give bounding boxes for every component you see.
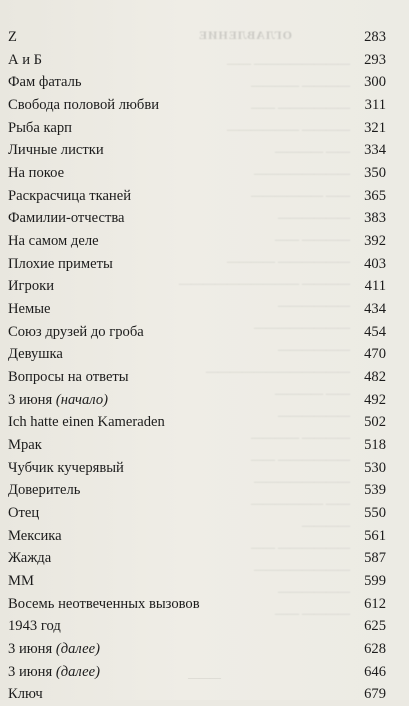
toc-entry-title: Игроки	[8, 278, 55, 295]
toc-entry-page: 679	[364, 686, 386, 703]
toc-row	[8, 434, 386, 457]
toc-row	[8, 94, 386, 117]
toc-row	[8, 502, 386, 525]
toc-row	[8, 479, 386, 502]
toc-entry-title: На самом деле	[8, 233, 99, 250]
toc-entry-page: 550	[364, 505, 386, 522]
toc-entry-page: 492	[364, 391, 386, 408]
toc-entry-page: 334	[364, 142, 386, 159]
toc-entry-title: Плохие приметы	[8, 255, 113, 272]
toc-entry-page: 646	[364, 663, 386, 680]
toc-entry-note: (далее)	[55, 663, 100, 680]
toc-entry-title: Z	[8, 29, 17, 45]
toc-row	[8, 117, 386, 140]
toc-entry-title: Вопросы на ответы	[8, 369, 129, 386]
toc-row	[8, 366, 386, 389]
toc-entry-title: 3 июня	[8, 663, 53, 680]
toc-entry-title: Доверитель	[8, 482, 81, 499]
toc-entry-title: Жажда	[8, 550, 52, 567]
toc-entry-title: Свобода половой любви	[8, 97, 160, 114]
toc-entry-title: Мрак	[8, 437, 42, 454]
toc-row	[8, 71, 386, 94]
toc-entry-title: Чубчик кучерявый	[8, 459, 124, 476]
toc-entry-title: Восемь неотвеченных вызовов	[8, 595, 200, 612]
show-through-folio: ———	[188, 672, 221, 684]
toc-entry-page: 470	[364, 346, 386, 363]
toc-row	[8, 275, 386, 298]
toc-entry-title: 3 июня	[8, 391, 53, 408]
toc-entry-title: 1943 год	[8, 618, 61, 635]
table-of-contents	[8, 26, 386, 706]
toc-entry-page: 403	[364, 255, 386, 272]
toc-row	[8, 162, 386, 185]
toc-entry-page: 293	[364, 51, 386, 68]
toc-entry-page: 365	[364, 187, 386, 204]
toc-entry-page: 502	[364, 414, 386, 431]
toc-row	[8, 411, 386, 434]
toc-entry-title: Фамилии-отчества	[8, 210, 125, 227]
toc-entry-title: Личные листки	[8, 142, 104, 159]
toc-entry-title: Раскрасчица тканей	[8, 187, 132, 204]
show-through-text: ОГЛАВЛЕНИЕ ———————— —— ———— ———— —————— —— ———— —————— —— ———— ———————— —— —————— —————— ———— —— —————— ———— ———— —————————— —————— ———————— —————— ———————————— —— ———— —————— ———— ———— —————— —— ———————— —— —————— ———— —————— —— ———————— —————— ———— ——	[179, 28, 350, 620]
toc-entry-page: 454	[364, 323, 386, 340]
toc-row	[8, 683, 386, 706]
toc-entry-title-group	[8, 389, 108, 412]
toc-entry-page: 612	[364, 595, 386, 612]
toc-row	[8, 525, 386, 548]
toc-row	[8, 49, 386, 72]
toc-row	[8, 253, 386, 276]
toc-entry-title: ММ	[8, 573, 34, 590]
toc-entry-note: (начало)	[55, 391, 109, 408]
toc-entry-page: 628	[364, 641, 386, 658]
toc-entry-page: 383	[364, 210, 386, 227]
toc-entry-title: Мексика	[8, 527, 62, 544]
toc-row	[8, 207, 386, 230]
toc-row	[8, 26, 386, 49]
toc-entry-title: Ich hatte einen Kameraden	[8, 414, 165, 431]
toc-entry-title: Ключ	[8, 686, 43, 703]
toc-entry-title: Рыба карп	[8, 119, 72, 136]
toc-row	[8, 593, 386, 616]
toc-row	[8, 230, 386, 253]
toc-entry-page: 530	[364, 459, 386, 476]
toc-row	[8, 570, 386, 593]
toc-entry-title: А и Б	[8, 51, 43, 68]
toc-row	[8, 615, 386, 638]
toc-entry-page: 599	[364, 573, 386, 590]
toc-entry-title: Союз друзей до гроба	[8, 323, 144, 340]
toc-entry-page: 350	[364, 165, 386, 182]
toc-entry-title: Немые	[8, 301, 51, 318]
toc-row	[8, 185, 386, 208]
toc-entry-title: 3 июня	[8, 641, 53, 658]
toc-entry-title: Отец	[8, 505, 40, 522]
toc-entry-page: 321	[364, 119, 386, 136]
toc-row	[8, 298, 386, 321]
toc-entry-title-group	[8, 638, 100, 661]
toc-entry-page: 625	[364, 618, 386, 635]
toc-entry-title: На покое	[8, 165, 65, 182]
toc-entry-page: 392	[364, 233, 386, 250]
toc-entry-page: 539	[364, 482, 386, 499]
toc-entry-page: 411	[364, 278, 386, 295]
toc-row	[8, 638, 386, 661]
toc-entry-title: Фам фаталь	[8, 74, 82, 91]
toc-entry-note: (далее)	[55, 641, 100, 658]
toc-entry-page: 283	[364, 29, 386, 45]
toc-entry-page: 518	[364, 437, 386, 454]
toc-entry-page: 561	[364, 527, 386, 544]
toc-entry-page: 587	[364, 550, 386, 567]
toc-row	[8, 389, 386, 412]
toc-entry-page: 434	[364, 301, 386, 318]
toc-row	[8, 457, 386, 480]
toc-row	[8, 547, 386, 570]
toc-entry-page: 482	[364, 369, 386, 386]
toc-entry-title: Девушка	[8, 346, 63, 363]
toc-entry-page: 311	[364, 97, 386, 114]
toc-row	[8, 343, 386, 366]
toc-row	[8, 139, 386, 162]
toc-row	[8, 321, 386, 344]
toc-entry-page: 300	[364, 74, 386, 91]
